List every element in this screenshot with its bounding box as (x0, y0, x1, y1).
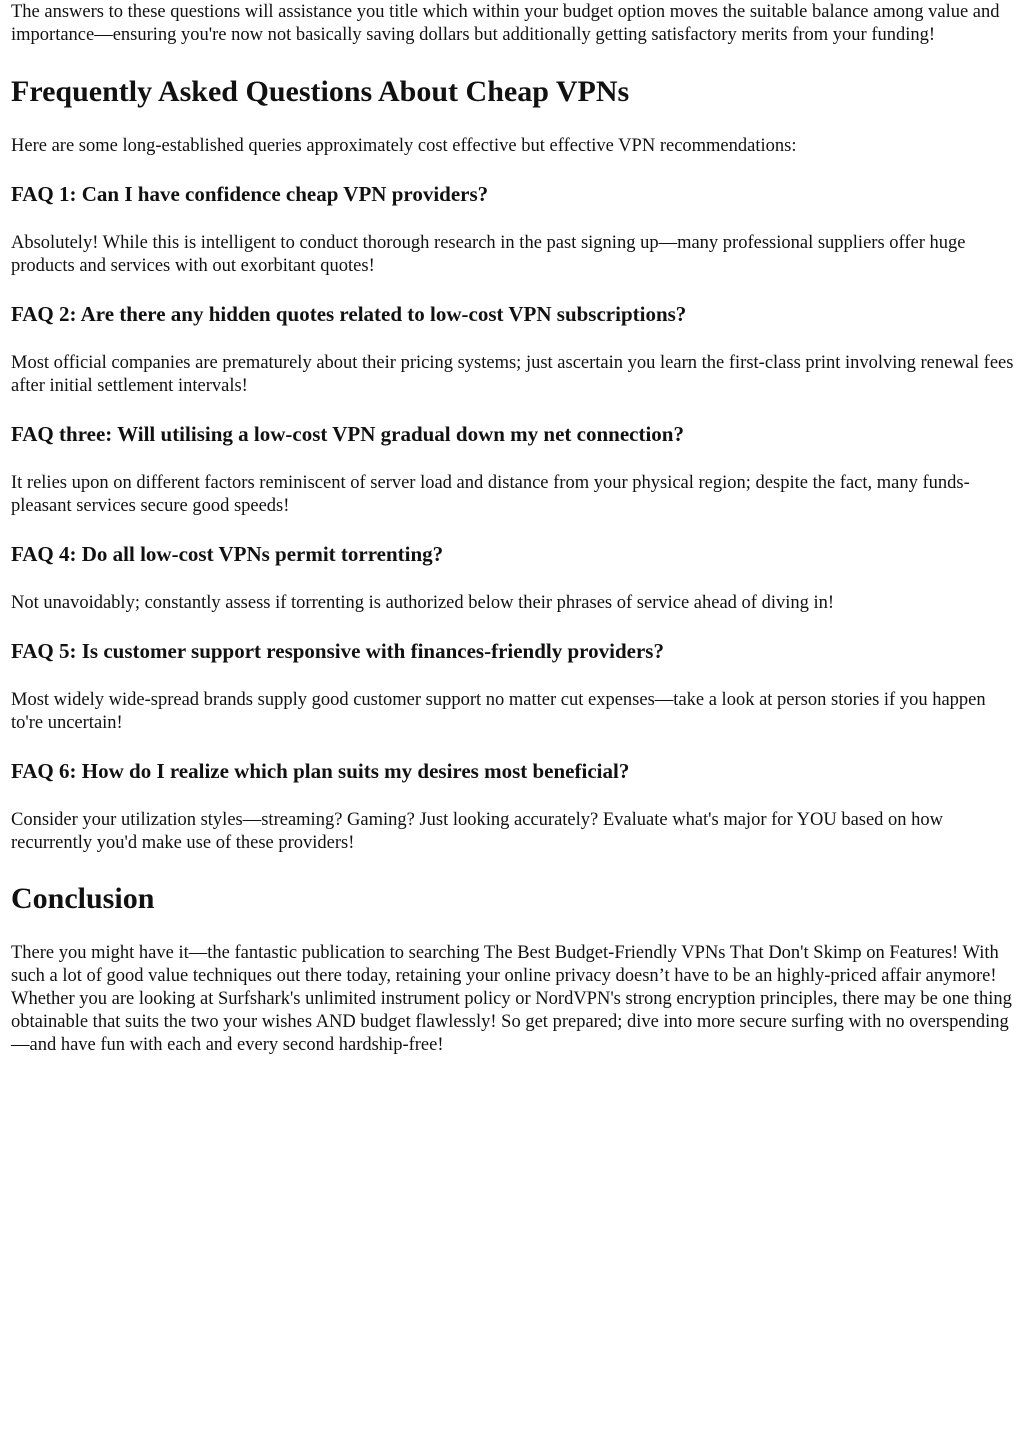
conclusion-paragraph: There you might have it—the fantastic publication to searching The Best Budget-Friendly VPNs That Don't Skimp on Features! With such a lot of good value techniques out there today, retaining your online privacy doesn’t have to be an highly-priced affair anymore! Whether you are looking at Surfshark's unlimited instrument policy or NordVPN's strong encryption principles, there may be one thing obtainable that suits the two your wishes AND budget flawlessly! So get prepared; dive into more secure surfing with no overspending—and have fun with each and every second hardship-free! (11, 943, 1012, 1055)
faq-question-1: FAQ 1: Can I have confidence cheap VPN providers? (11, 182, 489, 206)
intro-paragraph: The answers to these questions will assistance you title which within your budget option moves the suitable balance among value and importance—ensuring you're now not basically saving dollars but additionally getting satisfactory merits from your funding! (11, 2, 1000, 45)
faq-question-3: FAQ three: Will utilising a low-cost VPN gradual down my net connection? (11, 422, 684, 446)
faq-answer-3: It relies upon on different factors reminiscent of server load and distance from your physical region; despite the fact, many funds-pleasant services secure good speeds! (11, 473, 970, 516)
faq-answer-6: Consider your utilization styles—streaming? Gaming? Just looking accurately? Evaluate what's major for YOU based on how recurrently you'd make use of these providers! (11, 810, 944, 853)
faq-question-4: FAQ 4: Do all low-cost VPNs permit torrenting? (11, 542, 444, 566)
conclusion-heading: Conclusion (11, 882, 155, 915)
faq-answer-1: Absolutely! While this is intelligent to conduct thorough research in the past signing up—many professional suppliers offer huge products and services with out exorbitant quotes! (11, 233, 966, 276)
faq-answer-5: Most widely wide-spread brands supply good customer support no matter cut expenses—take a look at person stories if you happen to're uncertain! (11, 690, 986, 733)
faq-answer-4: Not unavoidably; constantly assess if torrenting is authorized below their phrases of service ahead of diving in! (11, 593, 835, 613)
faq-question-6: FAQ 6: How do I realize which plan suits my desires most beneficial? (11, 759, 630, 783)
faq-lead-paragraph: Here are some long-established queries approximately cost effective but effective VPN recommendations: (11, 136, 797, 156)
faq-question-5: FAQ 5: Is customer support responsive with finances-friendly providers? (11, 639, 664, 663)
faq-answer-2: Most official companies are prematurely about their pricing systems; just ascertain you learn the first-class print involving renewal fees after initial settlement intervals! (11, 353, 1014, 396)
faq-question-2: FAQ 2: Are there any hidden quotes related to low-cost VPN subscriptions? (11, 302, 687, 326)
faq-section-heading: Frequently Asked Questions About Cheap VPNs (11, 75, 630, 108)
